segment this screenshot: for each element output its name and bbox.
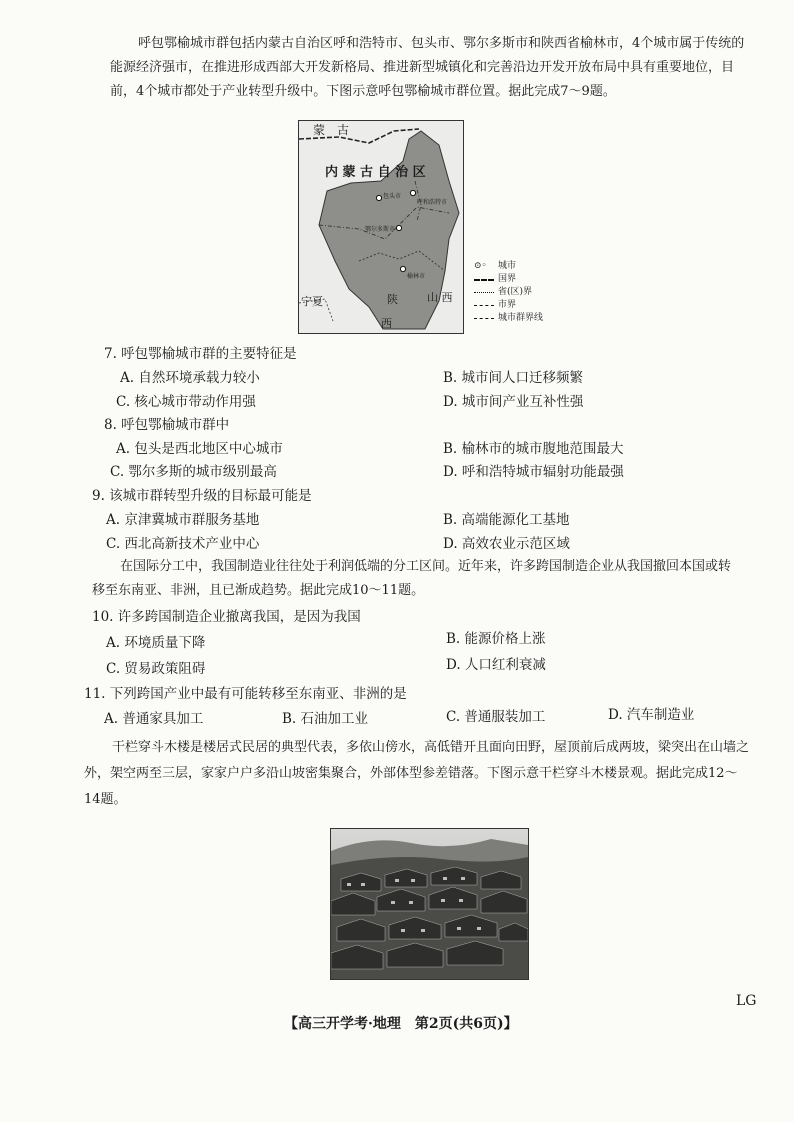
- q9-option-a[interactable]: A. 京津冀城市群服务基地: [106, 512, 260, 528]
- q8-option-c[interactable]: C. 鄂尔多斯的城市级别最高: [110, 464, 277, 480]
- legend-city-border: 市界: [474, 299, 543, 312]
- question-7: 7. 呼包鄂榆城市群的主要特征是: [104, 346, 297, 362]
- label-shanxi: 山 西: [427, 291, 453, 304]
- label-yulin: 榆林市: [407, 273, 426, 280]
- q7-option-d[interactable]: D. 城市间产业互补性强: [443, 394, 584, 410]
- label-ningxia: 宁夏: [301, 295, 323, 308]
- q10-option-a[interactable]: A. 环境质量下降: [106, 635, 206, 651]
- label-mongolia: 蒙 古: [313, 123, 350, 137]
- label-shaanxi-1: 陕: [387, 293, 398, 306]
- q7-option-a[interactable]: A. 自然环境承载力较小: [120, 370, 260, 386]
- q11-option-b[interactable]: B. 石油加工业: [282, 711, 369, 727]
- stilt-house-illustration: [331, 829, 528, 979]
- q9-option-d[interactable]: D. 高效农业示范区域: [443, 536, 570, 552]
- q11-option-a[interactable]: A. 普通家具加工: [104, 711, 204, 727]
- passage-1: 呼包鄂榆城市群包括内蒙古自治区呼和浩特市、包头市、鄂尔多斯市和陕西省榆林市，4个城市属于传统的能源经济强市，在推进形成西部大开发新格局、推进新型城镇化和完善沿边开发开放布局中具有重要地位，目前，4个城市都处于产业转型升级中。下图示意呼包鄂榆城市群位置。据此完成7～9题。: [110, 36, 745, 99]
- label-baotou: 包头市: [383, 193, 402, 200]
- q10-option-c[interactable]: C. 贸易政策阻碍: [106, 661, 206, 677]
- city-symbol-icon: ⊙◦: [474, 261, 487, 271]
- q9-option-c[interactable]: C. 西北高新技术产业中心: [106, 536, 260, 552]
- yulin-marker: [400, 266, 405, 271]
- legend-cluster-border: 城市群界线: [474, 312, 543, 325]
- q8-option-a[interactable]: A. 包头是西北地区中心城市: [116, 441, 283, 457]
- map-legend: [474, 260, 543, 325]
- q8-option-b[interactable]: B. 榆林市的城市腹地范围最大: [443, 441, 624, 457]
- legend-city: ⊙◦ 城市: [474, 261, 517, 271]
- ordos-marker: [396, 225, 401, 230]
- legend-national-border: 国界: [474, 273, 543, 286]
- q7-option-c[interactable]: C. 核心城市带动作用强: [116, 394, 256, 410]
- baotou-marker: [376, 195, 381, 200]
- question-11: 11. 下列跨国产业中最有可能转移至东南亚、非洲的是: [84, 686, 407, 702]
- label-inner-mongolia: 内 蒙 古 自 治 区: [325, 165, 426, 180]
- q7-option-b[interactable]: B. 城市间人口迁移频繁: [443, 370, 584, 386]
- question-8: 8. 呼包鄂榆城市群中: [104, 417, 230, 433]
- q8-option-d[interactable]: D. 呼和浩特城市辐射功能最强: [443, 464, 624, 480]
- corner-mark: LG: [736, 993, 757, 1009]
- national-border-symbol: [474, 279, 494, 281]
- hohhot-marker: [410, 190, 415, 195]
- label-ordos: 鄂尔多斯市: [365, 226, 396, 233]
- q10-option-d[interactable]: D. 人口红利衰减: [446, 657, 546, 673]
- question-9: 9. 该城市群转型升级的目标最可能是: [92, 488, 312, 504]
- passage-2: 在国际分工中，我国制造业往往处于利润低端的分工区间。近年来，许多跨国制造企业从我国撤回本国或转移至东南亚、非洲，且已渐成趋势。据此完成10～11题。: [92, 559, 732, 598]
- q10-option-b[interactable]: B. 能源价格上涨: [446, 631, 546, 647]
- question-10: 10. 许多跨国制造企业撤离我国，是因为我国: [92, 609, 361, 625]
- label-shaanxi-2: 西: [381, 317, 392, 330]
- label-hohhot: 呼和浩特市: [417, 199, 448, 206]
- city-cluster-map: [298, 120, 464, 334]
- passage-3: 干栏穿斗木楼是楼居式民居的典型代表，多依山傍水，高低错开且面向田野，屋顶前后成两坡，梁突出在山墙之外，架空两至三层，家家户户多沿山坡密集聚合，外部体型参差错落。下图示意干栏穿斗木楼景观。据此完成12～14题。: [84, 740, 750, 807]
- q11-option-c[interactable]: C. 普通服装加工: [446, 709, 546, 725]
- q11-option-d[interactable]: D. 汽车制造业: [608, 707, 695, 723]
- page-footer: 【高三开学考·地理 第2页(共6页)】: [284, 1016, 518, 1032]
- city-border-symbol: [474, 305, 494, 306]
- province-border-symbol: [474, 292, 494, 293]
- legend-province-border: 省(区)界: [474, 286, 543, 299]
- stilt-house-photo: [330, 828, 529, 980]
- cluster-border-symbol: [474, 318, 494, 319]
- q9-option-b[interactable]: B. 高端能源化工基地: [443, 512, 570, 528]
